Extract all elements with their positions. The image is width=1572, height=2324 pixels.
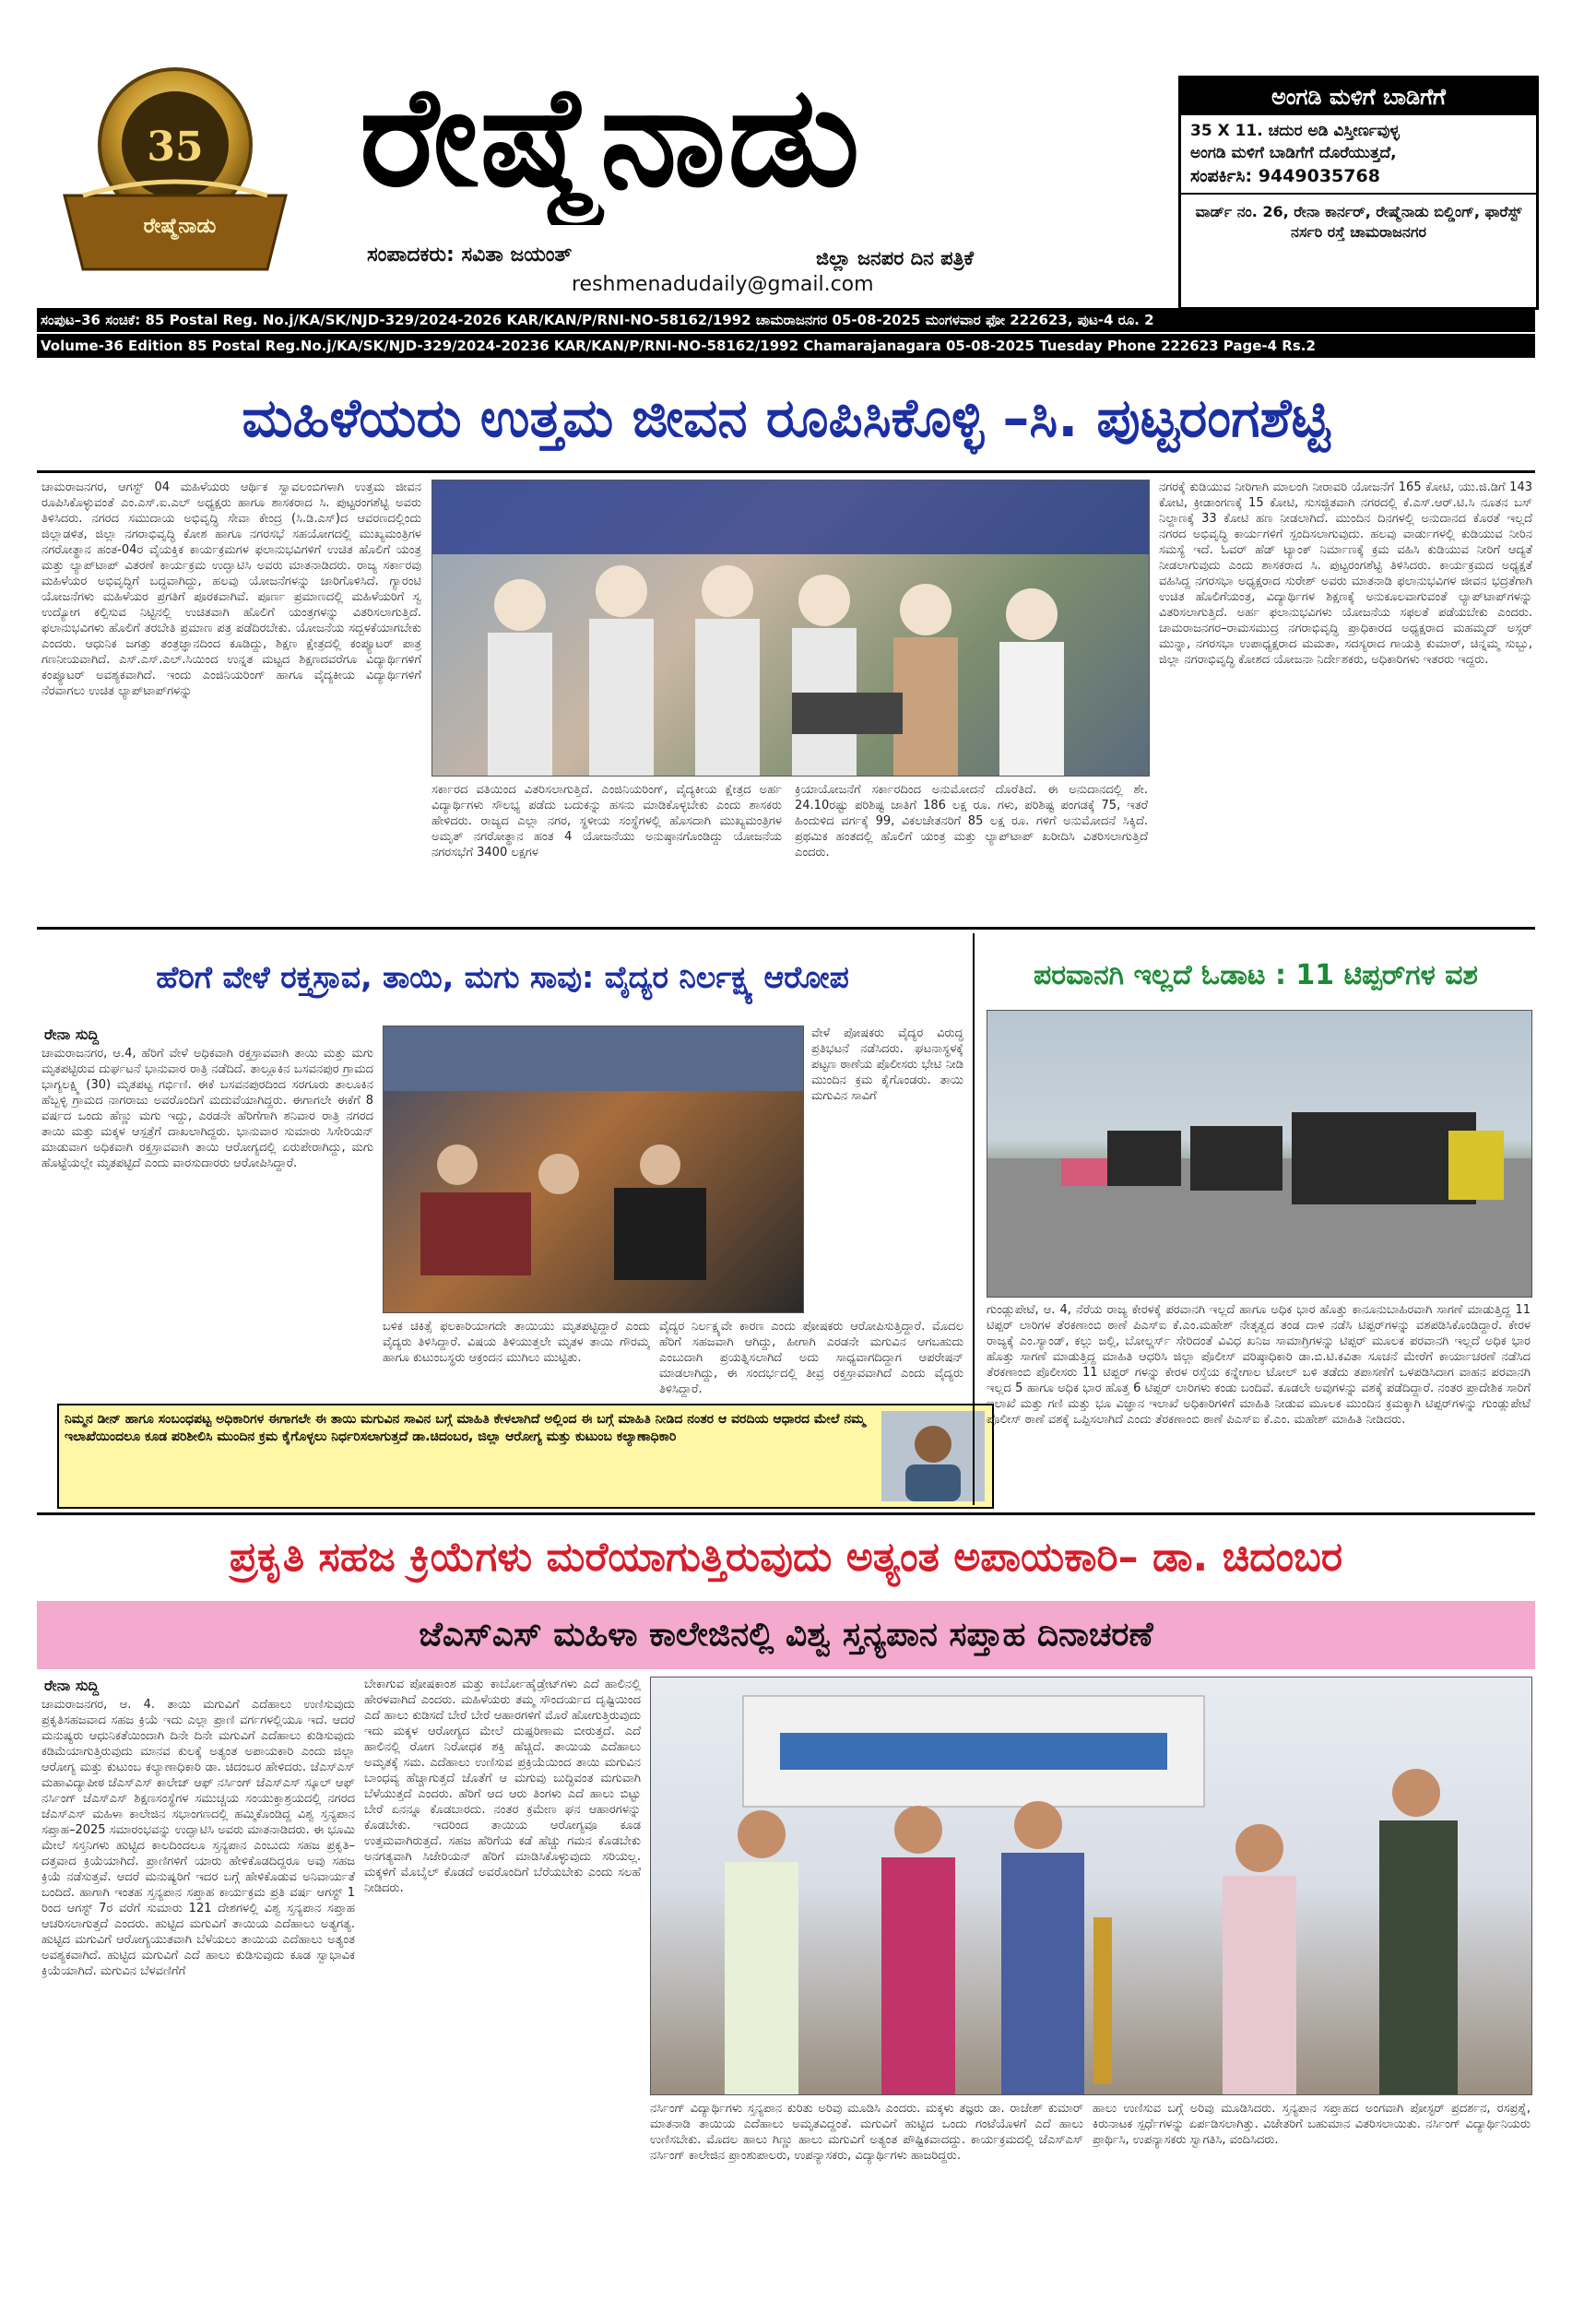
article1-rule — [37, 470, 1535, 473]
doctor-portrait — [881, 1411, 985, 1501]
article3-headline: ಪರವಾನಗಿ ಇಲ್ಲದೆ ಓಡಾಟ : 11 ಟಿಪ್ಪರ್‌ಗಳ ವಶ — [1034, 959, 1478, 991]
hospital-photo-icon — [384, 1026, 803, 1312]
article2-column-2: ಬಳಿಕ ಚಿಕಿತ್ಸೆ ಫಲಕಾರಿಯಾಗದೇ ತಾಯಿಯು ಮೃತಪಟ್ಟಿದ್ದಾರೆ ಎಂದು ವೈದ್ಯರು ತಿಳಿಸಿದ್ದಾರೆ. ವಿಷಯ ತಿಳಿಯುತ್ತಲೇ ಮೃತಳ ತಾಯಿ ಗೌರಮ್ಮ ಹಾಗೂ ಕುಟುಂಬಸ್ಥರು ಆಕ್ರಂದನ ಮುಗಿಲು ಮುಟ್ಟಿತು. — [383, 1320, 650, 1365]
article2-byline: ರೇನಾ ಸುದ್ದಿ — [44, 1026, 100, 1043]
article4-column-3: ನರ್ಸಿಂಗ್ ವಿದ್ಯಾರ್ಥಿಗಳು ಸ್ತನ್ಯಪಾನ ಕುರಿತು ಅರಿವು ಮೂಡಿಸಿ ಎಂದರು. ಮಕ್ಕಳು ತಜ್ಞರು ಡಾ. ರಾಜೇಶ್ ಕುಮಾರ್ ಮಾತನಾಡಿ ತಾಯಿಯ ಎದೆಹಾಲು ಅಮೃತವಿದ್ದಂತೆ. ಮಗುವಿಗೆ ಹುಟ್ಟಿದ ಒಂದು ಗಂಟೆಯೊಳಗೆ ಎದೆ ಹಾಲು ಉಣಿಸಬೇಕು. ಮೊದಲ ಹಾಲು ಗಿಣ್ಣು ಹಾಲು ಮಗುವಿಗೆ ಅತ್ಯಂತ ಪೌಷ್ಟಿಕವಾದದ್ದು. ಕಾರ್ಯಕ್ರಮದಲ್ಲಿ ಜೆಎಸ್‌ಎಸ್ ನರ್ಸಿಂಗ್ ಕಾಲೇಜಿನ ಪ್ರಾಂಶುಪಾಲರು, ಉಪನ್ಯಾಸಕರು, ವಿದ್ಯಾರ್ಥಿಗಳು ಹಾಜರಿದ್ದರು. — [650, 2102, 1083, 2163]
article4-column-4: ಹಾಲು ಉಣಿಸುವ ಬಗ್ಗೆ ಅರಿವು ಮೂಡಿಸಿದರು. ಸ್ತನ್ಯಪಾನ ಸಪ್ತಾಹದ ಅಂಗವಾಗಿ ಪೋಸ್ಟರ್ ಪ್ರದರ್ಶನ, ರಸಪ್ರಶ್ನೆ, ಕಿರುನಾಟಕ ಸ್ಪರ್ಧೆಗಳನ್ನು ಏರ್ಪಡಿಸಲಾಗಿತ್ತು. ವಿಜೇತರಿಗೆ ಬಹುಮಾನ ವಿತರಿಸಲಾಯಿತು. ನರ್ಸಿಂಗ್ ವಿದ್ಯಾರ್ಥಿನಿಯರು ಪ್ರಾರ್ಥಿಸಿ, ಉಪನ್ಯಾಸಕರು ಸ್ವಾಗತಿಸಿ, ವಂದಿಸಿದರು. — [1093, 2102, 1531, 2147]
email[interactable]: reshmenadudaily@gmail.com — [572, 273, 874, 296]
section-rule-1 — [37, 927, 1535, 930]
tagline: ಜಿಲ್ಲಾ ಜನಪರ ದಿನ ಪತ್ರಿಕೆ — [816, 247, 974, 269]
masthead — [37, 57, 1535, 306]
article2-photo — [383, 1026, 804, 1313]
article3-photo — [987, 1010, 1532, 1298]
article1-column-2: ಸರ್ಕಾರದ ವತಿಯಿಂದ ವಿತರಿಸಲಾಗುತ್ತಿದೆ. ಎಂಜಿನಿಯರಿಂಗ್, ವೈದ್ಯಕೀಯ ಕ್ಷೇತ್ರದ ಅರ್ಹ ವಿದ್ಯಾರ್ಥಿಗಳು ಸೌಲಭ್ಯ ಪಡೆದು ಬದುಕನ್ನು ಹಸನು ಮಾಡಿಕೊಳ್ಳಬೇಕು ಎಂದು ಶಾಸಕರು ಹೇಳಿದರು. ರಾಜ್ಯದ ಎಲ್ಲಾ ನಗರ, ಸ್ಥಳೀಯ ಸಂಸ್ಥೆಗಳಲ್ಲಿ ಹೊಸದಾಗಿ ಮುಖ್ಯಮಂತ್ರಿಗಳ ಅಮೃತ್ ನಗರೋತ್ಥಾನ ಹಂತ 4 ಯೋಜನೆಯು ಅನುಷ್ಠಾನಗೊಂಡಿದ್ದು ಯೋಜನೆಯ ನಗರಸಭೆಗೆ 3400 ಲಕ್ಷಗಳ — [431, 783, 782, 860]
anniversary-badge — [37, 57, 318, 299]
tipper-trucks-photo-icon — [987, 1011, 1531, 1297]
article1-photo — [431, 480, 1150, 777]
notice-text: ನಿಮ್ಮನ ಡೀನ್ ಹಾಗೂ ಸಂಬಂಧಪಟ್ಟ ಅಧಿಕಾರಿಗಳ ಈಗಾಗಲೇ ಈ ತಾಯಿ ಮಗುವಿನ ಸಾವಿನ ಬಗ್ಗೆ ಮಾಹಿತಿ ಕೇಳಲಾಗಿದೆ ಅಲ್ಲಿಂದ ಈ ಬಗ್ಗೆ ಮಾಹಿತಿ ನೀಡಿದ ನಂತರ ಆ ವರದಿಯ ಆಧಾರದ ಮೇಲೆ ನಮ್ಮ ಇಲಾಖೆಯಿಂದಲೂ ಕೂಡ ಪರಿಶೀಲಿಸಿ ಮುಂದಿನ ಕ್ರಮ ಕೈಗೊಳ್ಳಲು ನಿರ್ಧರಿಸಲಾಗುತ್ತದೆ ಡಾ.ಚಿದಂಬರ, ಜಿಲ್ಲಾ ಆರೋಗ್ಯ ಮತ್ತು ಕುಟುಂಬ ಕಲ್ಯಾಣಾಧಿಕಾರಿ — [65, 1412, 866, 1444]
article1-column-1: ಚಾಮರಾಜನಗರ, ಆಗಸ್ಟ್ 04 ಮಹಿಳೆಯರು ಆರ್ಥಿಕ ಸ್ವಾವಲಂಬಿಗಳಾಗಿ ಉತ್ತಮ ಜೀವನ ರೂಪಿಸಿಕೊಳ್ಳುವಂತೆ ಎಂ.ಎಸ್.ಐ.ಎಲ್ ಅಧ್ಯಕ್ಷರು ಹಾಗೂ ಶಾಸಕರಾದ ಸಿ. ಪುಟ್ಟರಂಗಶೆಟ್ಟಿ ಅವರು ತಿಳಿಸಿದರು. ನಗರದ ಸಮುದಾಯ ಅಭಿವೃದ್ಧಿ ಸೇವಾ ಕೇಂದ್ರ (ಸಿ.ಡಿ.ಎಸ್)ದ ಆವರಣದಲ್ಲಿಂದು ಜಿಲ್ಲಾಡಳಿತ, ಜಿಲ್ಲಾ ನಗರಾಭಿವೃದ್ಧಿ ಕೋಶ ಹಾಗೂ ನಗರಸಭೆ ಸಹಯೋಗದಲ್ಲಿ ಮುಖ್ಯಮಂತ್ರಿಗಳ ನಗರೋತ್ಥಾನ ಹಂತ-04ರ ವೈಯಕ್ತಿಕ ಕಾರ್ಯಕ್ರಮಗಳ ಫಲಾನುಭವಿಗಳಿಗೆ ಉಚಿತ ಹೊಲಿಗೆ ಯಂತ್ರ ಮತ್ತು ಲ್ಯಾಪ್‌ಟಾಪ್ ವಿತರಣೆ ಕಾರ್ಯಕ್ರಮ ಉದ್ಘಾಟಿಸಿ ಅವರು ಮಾತನಾಡಿದರು. ರಾಜ್ಯ ಸರ್ಕಾರವು ಮಹಿಳೆಯರ ಅಭಿವೃದ್ಧಿಗೆ ಬದ್ಧವಾಗಿದ್ದು, ಹಲವು ಯೋಜನೆಗಳನ್ನು ಜಾರಿಗೊಳಿಸಿದೆ. ಗ್ಯಾರಂಟಿ ಯೋಜನೆಗಳು ಮಹಿಳೆಯರ ಪ್ರಗತಿಗೆ ಪೂರಕವಾಗಿವೆ. ಪೂರ್ಣ ಪ್ರಮಾಣದಲ್ಲಿ ಮಹಿಳೆಯರಿಗೆ ಸ್ವ ಉದ್ಯೋಗ ಕಲ್ಪಿಸುವ ನಿಟ್ಟಿನಲ್ಲಿ ಉಚಿತವಾಗಿ ಹೊಲಿಗೆ ಯಂತ್ರಗಳನ್ನು ವಿತರಿಸಲಾಗುತ್ತಿದೆ. ಫಲಾನುಭವಿಗಳು ಹೊಲಿಗೆ ತರಬೇತಿ ಪ್ರಮಾಣ ಪತ್ರ ಪಡೆದಿರಬೇಕು. ಯೋಜನೆಯ ಸದ್ಬಳಕೆಯಾಗಬೇಕು ಎಂದರು. ಆಧುನಿಕ ಜಗತ್ತು ತಂತ್ರಜ್ಞಾನದಿಂದ ಕೂಡಿದ್ದು, ಶಿಕ್ಷಣ ಕ್ಷೇತ್ರದಲ್ಲಿ ಕಂಪ್ಯೂಟರ್ ಪಾತ್ರ ಗಣನೀಯವಾಗಿದೆ. ಎಸ್.ಎಸ್.ಎಲ್.ಸಿಯಿಂದ ಉನ್ನತ ಮಟ್ಟದ ಶಿಕ್ಷಣದವರೆಗೂ ವಿದ್ಯಾರ್ಥಿಗಳಿಗೆ ಕಂಪ್ಯೂಟರ್ ಅವಶ್ಯಕವಾಗಿದೆ. ಇಂದು ಎಂಜಿನಿಯರಿಂಗ್ ಹಾಗೂ ವೈದ್ಯಕೀಯ ವಿದ್ಯಾರ್ಥಿಗಳಿಗೆ ನೆರವಾಗಲು ಉಚಿತ ಲ್ಯಾಪ್‌ಟಾಪ್‌ಗಳನ್ನು — [41, 480, 421, 698]
article4-byline: ರೇನಾ ಸುದ್ದಿ — [44, 1677, 100, 1694]
ad-title: ಅಂಗಡಿ ಮಳಿಗೆ ಬಾಡಿಗೆಗೆ — [1181, 78, 1536, 115]
person-portrait-icon — [881, 1411, 985, 1501]
badge-emblem-icon — [37, 57, 318, 299]
classified-ad — [1178, 76, 1539, 310]
info-bar-english: Volume-36 Edition 85 Postal Reg.No.j/KA/SK/NJD-329/2024-20236 KAR/KAN/P/RNI-NO-58162/1992 Chamarajanagara 05-08-2025 Tuesday Phone 222623 Page-4 Rs.2 — [37, 334, 1535, 358]
ad-address: ವಾರ್ಡ್ ನಂ. 26, ರೇನಾ ಕಾರ್ನರ್, ರೇಷ್ಮೆನಾಡು ಬಿಲ್ಡಿಂಗ್, ಫಾರೆಸ್ಟ್ ನರ್ಸರಿ ರಸ್ತೆ ಚಾಮರಾಜನಗರ — [1195, 203, 1522, 241]
ad-line-1: 35 X 11. ಚದುರ ಅಡಿ ವಿಸ್ತೀರ್ಣವುಳ್ಳ — [1190, 122, 1400, 140]
article4-column-2: ಬೇಕಾಗುವ ಪೋಷಕಾಂಶ ಮತ್ತು ಕಾರ್ಬೋಹೈಡ್ರೇಟ್‌ಗಳು ಎದೆ ಹಾಲಿನಲ್ಲಿ ಹೇರಳವಾಗಿದೆ ಎಂದರು. ಮಹಿಳೆಯರು ತಮ್ಮ ಸೌಂದರ್ಯದ ದೃಷ್ಟಿಯಿಂದ ಎದೆ ಹಾಲು ಕುಡಿಸದೆ ಬೇರೆ ಬೇರೆ ಆಹಾರಗಳಿಗೆ ಮೊರೆ ಹೋಗುತ್ತಿರುವುದು ಇದು ಮಕ್ಕಳ ಆರೋಗ್ಯದ ಮೇಲೆ ದುಷ್ಪರಿಣಾಮ ಬೀರುತ್ತದೆ. ಎದೆ ಹಾಲಿನಲ್ಲಿ ರೋಗ ನಿರೋಧಕ ಶಕ್ತಿ ಹೆಚ್ಚಿದೆ. ತಾಯಿಯ ಎದೆಹಾಲು ಅಮೃತಕ್ಕೆ ಸಮ. ಎದೆಹಾಲು ಉಣಿಸುವ ಪ್ರಕ್ರಿಯೆಯಿಂದ ತಾಯಿ ಮಗುವಿನ ಬಾಂಧವ್ಯ ಹೆಚ್ಚಾಗುತ್ತದೆ ಜೊತೆಗೆ ಆ ಮಗುವು ಬುದ್ಧಿವಂತ ಮಗುವಾಗಿ ಬೆಳೆಯುತ್ತದೆ ಎಂದರು. ಹೆರಿಗೆ ಆದ ಆರು ತಿಂಗಳು ಎದೆ ಹಾಲು ಬಿಟ್ಟು ಬೇರೆ ಏನನ್ನೂ ಕೊಡಬಾರದು. ನಂತರ ಕ್ರಮೇಣ ಘನ ಆಹಾರಗಳನ್ನು ಕೊಡಬೇಕು. ಇದರಿಂದ ತಾಯಿಯ ಆರೋಗ್ಯವೂ ಕೂಡ ಉತ್ತಮವಾಗಿರುತ್ತದೆ. ಸಹಜ ಹೆರಿಗೆಯ ಕಡೆ ಹೆಚ್ಚು ಗಮನ ಕೊಡಬೇಕು ಅನಗತ್ಯವಾಗಿ ಸಿಜೇರಿಯನ್ ಹೆರಿಗೆ ಮಾಡಿಸಿಕೊಳ್ಳುವುದು ಸರಿಯಲ್ಲ. ಮಕ್ಕಳಿಗೆ ಮೊಬೈಲ್ ಕೊಡದೆ ಅವರೊಂದಿಗೆ ಬೆರೆಯಬೇಕು ಎಂದು ಸಲಹೆ ನೀಡಿದರು. — [364, 1678, 641, 1895]
article4-headline: ಪ್ರಕೃತಿ ಸಹಜ ಕ್ರಿಯೆಗಳು ಮರೆಯಾಗುತ್ತಿರುವುದು ಅತ್ಯಂತ ಅಪಾಯಕಾರಿ– ಡಾ. ಚಿದಂಬರ — [229, 1534, 1343, 1581]
info-bar-kannada: ಸಂಪುಟ–36 ಸಂಚಿಕೆ: 85 Postal Reg. No.j/KA/SK/NJD-329/2024-2026 KAR/KAN/P/RNI-NO-58162/1992 ಚಾಮರಾಜನಗರ 05-08-2025 ಮಂಗಳವಾರ ಫೋ 222623, ಪುಟ-4 ರೂ. 2 — [37, 308, 1535, 332]
event-photo-icon — [432, 480, 1149, 776]
ad-contact: ಸಂಪರ್ಕಿಸಿ: 9449035768 — [1190, 166, 1380, 186]
article2-headline: ಹೆರಿಗೆ ವೇಳೆ ರಕ್ತಸ್ರಾವ, ತಾಯಿ, ಮಗು ಸಾವು: ವೈದ್ಯರ ನಿರ್ಲಕ್ಷ್ಯ ಆರೋಪ — [156, 959, 849, 995]
newspaper-title: ರೇಷ್ಮೆನಾಡು — [360, 57, 862, 218]
article2-column-1: ಚಾಮರಾಜನಗರ, ಆ.4, ಹೆರಿಗೆ ವೇಳೆ ಅಧಿಕವಾಗಿ ರಕ್ತಸ್ರಾವವಾಗಿ ತಾಯಿ ಮತ್ತು ಮಗು ಮೃತಪಟ್ಟಿರುವ ದುರ್ಘಟನೆ ಭಾನುವಾರ ರಾತ್ರಿ ನಡೆದಿದೆ. ತಾಲ್ಲೂಕಿನ ಬಸವನಪುರ ಗ್ರಾಮದ ಭಾಗ್ಯಲಕ್ಷ್ಮಿ (30) ಮೃತಪಟ್ಟ ಗರ್ಭಿಣಿ. ಈಕೆ ಬಸವನಪುರದಿಂದ ಸರಗೂರು ತಾಲೂಕಿನ ಹೆಬ್ಬಳ್ಳಿ ಗ್ರಾಮದ ನಾಗರಾಜು ಅವರೊಂದಿಗೆ ಮದುವೆಯಾಗಿದ್ದರು. ಈಗಾಗಲೇ ಈಕೆಗೆ 8 ವರ್ಷದ ಒಂದು ಹೆಣ್ಣು ಮಗು ಇದ್ದು, ಎರಡನೇ ಹೆರಿಗೆಗಾಗಿ ಶನಿವಾರ ರಾತ್ರಿ ನಗರದ ತಾಯಿ ಮತ್ತು ಮಕ್ಕಳ ಆಸ್ಪತ್ರೆಗೆ ದಾಖಲಾಗಿದ್ದರು. ಭಾನುವಾರ ಸುಮಾರು ಸಿಸೇರಿಯನ್ ಮಾಡುವಾಗ ಅಧಿಕವಾಗಿ ರಕ್ತಸ್ರಾವವಾಗಿ ತಾಯಿ ಆರೋಗ್ಯದಲ್ಲಿ ಏರುಪೇರಾಗಿದ್ದು, ಮಗು ಹೊಟ್ಟೆಯಲ್ಲೇ ಮೃತಪಟ್ಟಿದೆ ಎಂದು ವಾರಸುದಾರರು ಆರೋಪಿಸಿದ್ದಾರೆ. — [41, 1047, 373, 1170]
article1-column-4: ನಗರಕ್ಕೆ ಕುಡಿಯುವ ನೀರಿಗಾಗಿ ಮಾಲಂಗಿ ನೀರಾವರಿ ಯೋಜನೆಗೆ 165 ಕೋಟಿ, ಯು.ಜಿ.ಡಿಗೆ 143 ಕೋಟಿ, ಕ್ರೀಡಾಂಗಣಕ್ಕೆ 15 ಕೋಟಿ, ಸುಸಜ್ಜಿತವಾಗಿ ನಗರದಲ್ಲಿ ಕೆ.ಎಸ್.ಆರ್.ಟಿ.ಸಿ ನೂತನ ಬಸ್ ನಿಲ್ದಾಣಕ್ಕೆ 33 ಕೋಟಿ ಹಣ ನೀಡಲಾಗಿದೆ. ಮುಂದಿನ ದಿನಗಳಲ್ಲಿ ಅನುದಾನದ ಕೊರತೆ ಇಲ್ಲದೆ ನಗರದ ಅಭಿವೃದ್ಧಿ ಕಾರ್ಯಗಳಿಗೆ ಸ್ಪಂದಿಸಲಾಗುವುದು. ಹಲವು ವಾರ್ಡುಗಳಲ್ಲಿ ಕುಡಿಯುವ ನೀರಿನ ಸಮಸ್ಯೆ ಇದೆ. ಓವರ್ ಹೆಡ್ ಟ್ಯಾಂಕ್ ನಿರ್ಮಾಣಕ್ಕೆ ಕ್ರಮ ವಹಿಸಿ ಕುಡಿಯುವ ನೀರಿಗೆ ಆದ್ಯತೆ ನೀಡಲಾಗುವುದು ಎಂದು ಶಾಸಕರಾದ ಸಿ. ಪುಟ್ಟರಂಗಶೆಟ್ಟಿ ತಿಳಿಸಿದರು. ಕಾರ್ಯಕ್ರಮದ ಅಧ್ಯಕ್ಷತೆ ವಹಿಸಿದ್ದ ನಗರಸಭಾ ಅಧ್ಯಕ್ಷರಾದ ಸುರೇಶ್ ಅವರು ಮಾತನಾಡಿ ಫಲಾನುಭವಿಗಳ ಜೀವನ ಭದ್ರತೆಗಾಗಿ ಉಚಿತ ಹೊಲಿಗೆಯಂತ್ರ, ವಿದ್ಯಾರ್ಥಿಗಳ ಶಿಕ್ಷಣಕ್ಕೆ ಅನುಕೂಲವಾಗುವಂತೆ ಲ್ಯಾಪ್‌ಟಾಪ್‌ಗಳನ್ನು ವಿತರಿಸಲಾಗುತ್ತಿದೆ. ಅರ್ಹ ಫಲಾನುಭವಿಗಳು ಯೋಜನೆಯ ಸಫಲತೆ ಪಡೆಯಬೇಕು ಎಂದರು. ಚಾಮರಾಜನಗರ–ರಾಮಸಮುದ್ರ ನಗರಾಭಿವೃದ್ಧಿ ಪ್ರಾಧಿಕಾರದ ಅಧ್ಯಕ್ಷರಾದ ಮಹಮ್ಮದ್ ಅಸ್ಗರ್ ಮುನ್ನಾ, ನಗರಸಭಾ ಉಪಾಧ್ಯಕ್ಷರಾದ ಮಮತಾ, ಸದಸ್ಯರಾದ ಗಾಯತ್ರಿ ಕುಮಾರ್, ಚಿನ್ನಮ್ಮ ಸುಬ್ಬು, ಜಿಲ್ಲಾ ನಗರಾಭಿವೃದ್ಧಿ ಕೋಶದ ಯೋಜನಾ ನಿರ್ದೇಶಕರು, ಅಧಿಕಾರಿಗಳು ಇತರರು ಇದ್ದರು. — [1159, 480, 1532, 667]
ad-line-2: ಅಂಗಡಿ ಮಳಿಗೆ ಬಾಡಿಗೆಗೆ ದೊರೆಯುತ್ತದೆ, — [1190, 144, 1397, 162]
svg-text:35: 35 — [147, 124, 204, 171]
column-divider-2-3 — [973, 933, 975, 1505]
article1-column-3: ಕ್ರಿಯಾಯೋಜನೆಗೆ ಸರ್ಕಾರದಿಂದ ಅನುಮೋದನೆ ದೊರೆತಿದೆ. ಈ ಅನುದಾನದಲ್ಲಿ ಶೇ. 24.10ರಷ್ಟು ಪರಿಶಿಷ್ಟ ಜಾತಿಗೆ 186 ಲಕ್ಷ ರೂ. ಗಳು, ಪರಿಶಿಷ್ಟ ಪಂಗಡಕ್ಕೆ 75, ಇತರೆ ಹಿಂದುಳಿದ ವರ್ಗಕ್ಕೆ 99, ವಿಕಲಚೇತನರಿಗೆ 85 ಲಕ್ಷ ರೂ. ಗಳಿಗೆ ಅನುಮೋದನೆ ಸಿಕ್ಕಿದೆ. ಪ್ರಥಮಿಕ ಹಂತದಲ್ಲಿ ಹೊಲಿಗೆ ಯಂತ್ರ ಮತ್ತು ಲ್ಯಾಪ್‌ಟಾಪ್ ಖರೀದಿಸಿ ವಿತರಿಸಲಾಗುತ್ತಿದೆ ಎಂದರು. — [795, 783, 1148, 860]
article4-photo — [650, 1677, 1532, 2095]
section-rule-2 — [37, 1512, 1535, 1515]
editor-line: ಸಂಪಾದಕರು: ಸವಿತಾ ಜಯಂತ್ — [367, 243, 573, 267]
lamp-lighting-photo-icon — [651, 1678, 1531, 2094]
article3-body: ಗುಂಡ್ಲುಪೇಟೆ, ಆ. 4, ನೆರೆಯ ರಾಜ್ಯ ಕೇರಳಕ್ಕೆ ಪರವಾನಗಿ ಇಲ್ಲದೆ ಹಾಗೂ ಅಧಿಕ ಭಾರ ಹೊತ್ತು ಕಾನೂನುಬಾಹಿರವಾಗಿ ಸಾಗಣೆ ಮಾಡುತ್ತಿದ್ದ 11 ಟಿಪ್ಪರ್ ಲಾರಿಗಳ ತೆರಕಣಾಂಬಿ ಠಾಣೆ ಪಿಎಸ್‌ಐ ಕೆ.ಎಂ.ಮಹೇಶ್ ನೇತೃತ್ವದ ತಂಡ ದಾಳಿ ನಡೆಸಿ ಟಿಪ್ಪರ್‌ಗಳನ್ನು ವಶಪಡಿಸಿಕೊಂಡಿದ್ದಾರೆ. ಕೇರಳ ರಾಜ್ಯಕ್ಕೆ ಎಂ.ಸ್ಯಾಂಡ್, ಕಲ್ಲು ಜಲ್ಲಿ, ಬೋಲ್ಡರ್ಸ್ ಸೇರಿದಂತೆ ವಿವಿಧ ಖನಿಜ ಸಾಮಾಗ್ರಿಗಳನ್ನು ಟಿಪ್ಪರ್ ಮೂಲಕ ಪರವಾನಗಿ ಇಲ್ಲದೆ ಅಧಿಕ ಭಾರ ಹೊತ್ತು ಸಾಗಣೆ ಮಾಡುತ್ತಿದ್ದ ಮಾಹಿತಿ ಆಧರಿಸಿ ಜಿಲ್ಲಾ ಪೊಲೀಸ್ ವರಿಷ್ಠಾಧಿಕಾರಿ ಡಾ.ಬಿ.ಟಿ.ಕವಿತಾ ಸೂಚನೆ ಮೇರೆಗೆ ಕಾರ್ಯಾಚರಣೆ ನಡೆಸಿದ ತೆರಕಣಾಂಬಿ ಪೊಲೀಸರು 11 ಟಿಪ್ಪರ್ ಗಳನ್ನು ಕೇರಳ ರಸ್ತೆಯ ಕನ್ನೇಗಾಲ ಟೋಲ್ ಬಳಿ ತಡೆದು ತಪಾಸಣೆಗೆ ಒಳಪಡಿಸಿದಾಗ ವಾಹನ ಪರವಾನಗಿ ಇಲ್ಲದ 5 ಹಾಗೂ ಅಧಿಕ ಭಾರ ಹೊತ್ತ 6 ಟಿಪ್ಪರ್ ಲಾರಿಗಳು ಕಂಡು ಬಂದಿವೆ. ಕೂಡಲೇ ಅವುಗಳನ್ನು ವಶಕ್ಕೆ ಪಡೆದಿದ್ದಾರೆ. ನಂತರ ಪ್ರಾದೇಶಿಕ ಸಾರಿಗೆ ಇಲಾಖೆ ಮತ್ತು ಗಣಿ ಮತ್ತು ಭೂ ವಿಜ್ಞಾನ ಇಲಾಖೆ ಅಧಿಕಾರಿಗಳಿಗೆ ಮಾಹಿತಿ ನೀಡುವ ಮೂಲಕ ಮುಂದಿನ ಕ್ರಮಕ್ಕಾಗಿ ಟಿಪ್ಪರ್‌ಗಳನ್ನು ಗುಂಡ್ಲುಪೇಟೆ ಪೊಲೀಸ್ ಠಾಣೆ ವಶಕ್ಕೆ ಒಪ್ಪಿಸಲಾಗಿದೆ ಎಂದು ತೆರಕಣಾಂಬಿ ಠಾಣೆ ಪಿಎಸ್‌ಐ ಕೆ.ಎಂ. ಮಹೇಶ್ ಮಾಹಿತಿ ನೀಡಿದರು. — [987, 1303, 1531, 1427]
article2-right-column: ವೇಳೆ ಪೋಷಕರು ವೈದ್ಯರ ವಿರುದ್ಧ ಪ್ರತಿಭಟನೆ ನಡೆಸಿದರು. ಘಟನಾಸ್ಥಳಕ್ಕೆ ಪಟ್ಟಣ ಠಾಣೆಯ ಪೊಲೀಸರು ಭೇಟಿ ನೀಡಿ ಮುಂದಿನ ಕ್ರಮ ಕೈಗೊಂಡರು. ತಾಯಿ ಮಗುವಿನ ಸಾವಿಗೆ — [811, 1026, 963, 1103]
article2-notice — [57, 1404, 994, 1509]
article1-headline: ಮಹಿಳೆಯರು ಉತ್ತಮ ಜೀವನ ರೂಪಿಸಿಕೊಳ್ಳಿ –ಸಿ. ಪುಟ್ಟರಂಗಶೆಟ್ಟಿ — [242, 386, 1330, 449]
article4-subhead: ಜೆಎಸ್‌ಎಸ್ ಮಹಿಳಾ ಕಾಲೇಜಿನಲ್ಲಿ ವಿಶ್ವ ಸ್ತನ್ಯಪಾನ ಸಪ್ತಾಹ ದಿನಾಚರಣೆ — [37, 1601, 1535, 1669]
badge-text: ರೇಷ್ಮೆನಾಡು — [143, 214, 217, 238]
article4-column-1: ಚಾಮರಾಜನಗರ, ಆ. 4. ತಾಯಿ ಮಗುವಿಗೆ ಎದೆಹಾಲು ಉಣಿಸುವುದು ಪ್ರಕೃತಿಸಹಜವಾದ ಸಹಜ ಕ್ರಿಯೆ ಇದು ಎಲ್ಲಾ ಪ್ರಾಣಿ ವರ್ಗಗಳಲ್ಲಿಯೂ ಇದೆ. ಆದರೆ ಮನುಷ್ಯರು ಆಧುನಿಕತೆಯಿಂದಾಗಿ ದಿನೇ ದಿನೇ ಮಗುವಿಗೆ ಎದೆಹಾಲು ಕುಡಿಸುವುದು ಕಡಿಮೆಯಾಗುತ್ತಿರುವುದು ಮಾನವ ಕುಲಕ್ಕೆ ಅತ್ಯಂತ ಅಪಾಯಕಾರಿ ಎಂದು ಜಿಲ್ಲಾ ಆರೋಗ್ಯ ಮತ್ತು ಕುಟುಂಬ ಕಲ್ಯಾಣಾಧಿಕಾರಿ ಡಾ. ಚಿದಂಬರ ಹೇಳಿದರು. ಜೆಎಸ್‌ಎಸ್ ಮಹಾವಿದ್ಯಾಪೀಠ ಜೆಎಸ್‌ಎಸ್ ಕಾಲೇಜ್ ಆಫ್ ನರ್ಸಿಂಗ್ ಜೆಎಸ್‌ಎಸ್ ಸ್ಕೂಲ್ ಆಫ್ ನರ್ಸಿಂಗ್ ಜೆಎಸ್‌ಎಸ್ ಶಿಕ್ಷಣಸಂಸ್ಥೆಗಳ ಸಮುಚ್ಚಯ ಸಂಯುಕ್ತಾಶ್ರಯದಲ್ಲಿ ನಗರದ ಜೆಎಸ್‌ಎಸ್ ಮಹಿಳಾ ಕಾಲೇಜಿನ ಸಭಾಂಗಣದಲ್ಲಿ ಹಮ್ಮಿಕೊಂಡಿದ್ದ ವಿಶ್ವ ಸ್ತನ್ಯಪಾನ ಸಪ್ತಾಹ–2025 ಸಮಾರಂಭವನ್ನು ಉದ್ಘಾಟಿಸಿ ಅವರು ಮಾತನಾಡಿದರು. ಈ ಭೂಮಿ ಮೇಲೆ ಸಸ್ತನಿಗಳು ಹುಟ್ಟಿದ ಕಾಲದಿಂದಲೂ ಸ್ತನ್ಯಪಾನ ಎಂಬುದು ಸಹಜ ಪ್ರಕೃತಿ–ದತ್ತವಾದ ಕ್ರಿಯೆಯಾಗಿದೆ. ಪ್ರಾಣಿಗಳಿಗೆ ಯಾರು ಹೇಳಿಕೊಡದಿದ್ದರೂ ಅವು ಸಹಜ ಕ್ರಿಯೆ ನಡೆಸುತ್ತವೆ. ಆದರೆ ಮನುಷ್ಯರಿಗೆ ಇದರ ಬಗ್ಗೆ ಹೇಳಿಕೊಡುವ ಅನಿವಾರ್ಯತೆ ಬಂದಿದೆ. ಹಾಗಾಗಿ ಇಂತಹ ಸ್ತನ್ಯಪಾನ ಸಪ್ತಾಹ ಕಾರ್ಯಕ್ರಮ ಪ್ರತಿ ವರ್ಷ ಆಗಸ್ಟ್ 1 ರಿಂದ ಆಗಸ್ಟ್ 7ರ ವರೆಗೆ ಸುಮಾರು 121 ದೇಶಗಳಲ್ಲಿ ವಿಶ್ವ ಸ್ತನ್ಯಪಾನ ಸಪ್ತಾಹ ಆಚರಿಸಲಾಗುತ್ತದೆ ಎಂದರು. ಹುಟ್ಟಿದ ಮಗುವಿಗೆ ತಾಯಿಯ ಎದೆಹಾಲು ಅತ್ಯಗತ್ಯ. ಹುಟ್ಟಿದ ಮಗುವಿಗೆ ಆರೋಗ್ಯಯುತವಾಗಿ ಬೆಳೆಯಲು ತಾಯಿಯ ಎದೆಹಾಲು ಅತ್ಯಂತ ಅವಶ್ಯಕವಾಗಿದೆ. ಹುಟ್ಟಿದ ಮಗುವಿಗೆ ಎದೆ ಹಾಲು ಕುಡಿಸುವುದು ಕೂಡ ಸ್ವಾಭಾವಿಕ ಕ್ರಿಯೆಯಾಗಿದೆ. ಮಗುವಿನ ಬೆಳವಣಿಗೆಗೆ — [41, 1698, 355, 1978]
article2-column-3: ವೈದ್ಯರ ನಿರ್ಲಕ್ಷ್ಯವೇ ಕಾರಣ ಎಂದು ಪೋಷಕರು ಆರೋಪಿಸುತ್ತಿದ್ದಾರೆ. ಮೊದಲ ಹೆರಿಗೆ ಸಹಜವಾಗಿ ಆಗಿದ್ದು, ಹೀಗಾಗಿ ಎರಡನೇ ಮಗುವಿನ ಆಗಬಹುದು ಎಂಬುದಾಗಿ ಪ್ರಯತ್ನಿಸಲಾಗಿದೆ ಅದು ಸಾಧ್ಯವಾಗದಿದ್ದಾಗ ಆಪರೇಷನ್ ಮಾಡಲಾಗಿದ್ದು, ಈ ಸಂದರ್ಭದಲ್ಲಿ ತೀವ್ರ ರಕ್ತಸ್ರಾವವಾಗಿದೆ ಎಂದು ವೈದ್ಯರು ತಿಳಿಸಿದ್ದಾರೆ. — [659, 1320, 963, 1396]
